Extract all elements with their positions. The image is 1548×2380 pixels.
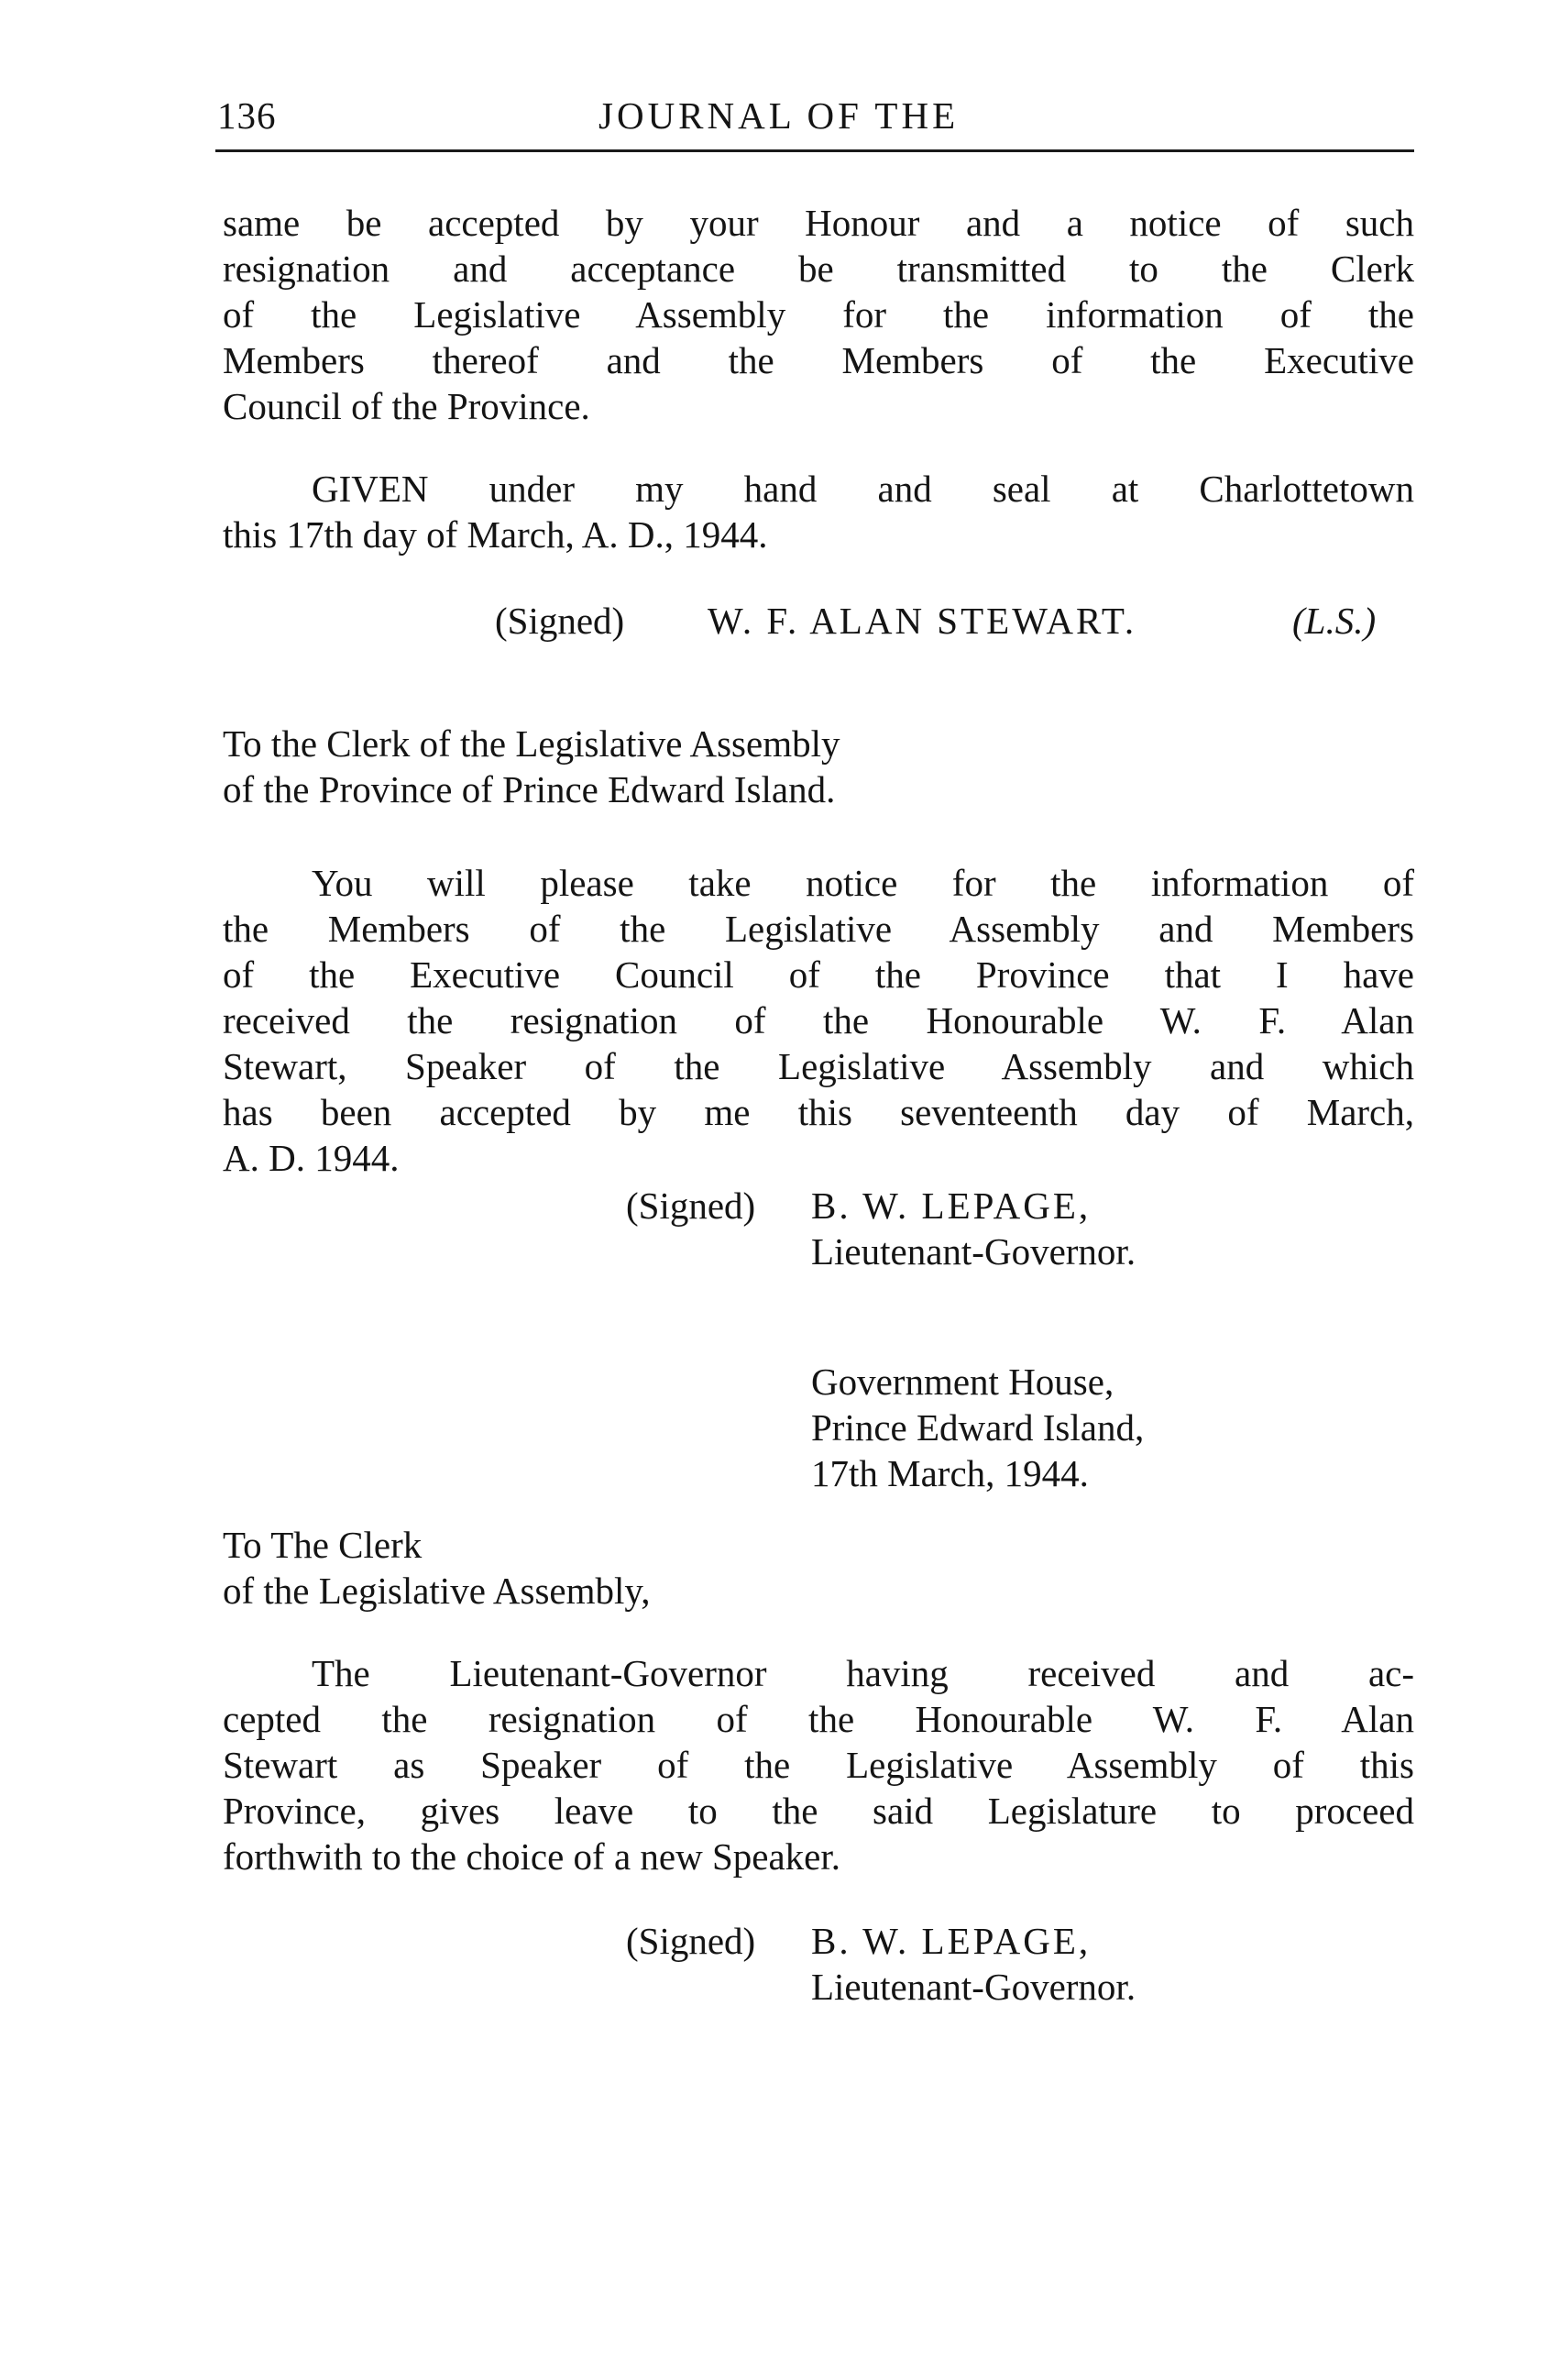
text-line: Stewart as Speaker of the Legislative Assembly of this [223,1744,1414,1786]
signed-label: (Signed) [626,1920,756,1962]
text-line: The Lieutenant-Governor having received and ac- [312,1652,1414,1694]
text-line: same be accepted by your Honour and a notice of such [223,202,1414,244]
text-line: You will please take notice for the information of [312,862,1414,904]
text-line: this 17th day of March, A. D., 1944. [223,513,768,556]
text-line: A. D. 1944. [223,1137,400,1179]
location-line: Prince Edward Island, [811,1406,1145,1449]
text-line: cepted the resignation of the Honourable W. F. Alan [223,1698,1414,1740]
text-line: Council of the Province. [223,385,590,427]
location-line: Government House, [811,1361,1114,1403]
address-line: of the Province of Prince Edward Island. [223,768,836,810]
date-line: 17th March, 1944. [811,1452,1089,1494]
text-line: resignation and acceptance be transmitted to the Clerk [223,248,1414,290]
text-line: GIVEN under my hand and seal at Charlottetown [312,468,1414,510]
signatory-title: Lieutenant-Governor. [811,1966,1136,2008]
signatory-title: Lieutenant-Governor. [811,1230,1136,1273]
address-line: To the Clerk of the Legislative Assembly [223,722,840,765]
address-line: To The Clerk [223,1524,423,1566]
header-rule [215,149,1414,152]
text-line: Province, gives leave to the said Legislature to proceed [223,1790,1414,1832]
signatory-name: W. F. ALAN STEWART. [708,600,1137,642]
signed-label: (Signed) [495,600,625,642]
text-line: received the resignation of the Honourable W. F. Alan [223,999,1414,1041]
text-line: the Members of the Legislative Assembly and Members [223,908,1414,950]
signatory-name: B. W. LEPAGE, [811,1184,1092,1227]
page-number: 136 [217,94,277,137]
text-line: of the Legislative Assembly for the information of the [223,293,1414,336]
seal-mark: (L.S.) [1292,600,1377,642]
signatory-name: B. W. LEPAGE, [811,1920,1092,1962]
running-title: JOURNAL OF THE [598,94,960,137]
text-line: forthwith to the choice of a new Speaker. [223,1835,840,1878]
text-line: Members thereof and the Members of the Executive [223,339,1414,381]
text-line: of the Executive Council of the Province that I have [223,953,1414,996]
signed-label: (Signed) [626,1184,756,1227]
text-line: has been accepted by me this seventeenth day of March, [223,1091,1414,1133]
text-line: Stewart, Speaker of the Legislative Assembly and which [223,1045,1414,1087]
address-line: of the Legislative Assembly, [223,1570,651,1612]
